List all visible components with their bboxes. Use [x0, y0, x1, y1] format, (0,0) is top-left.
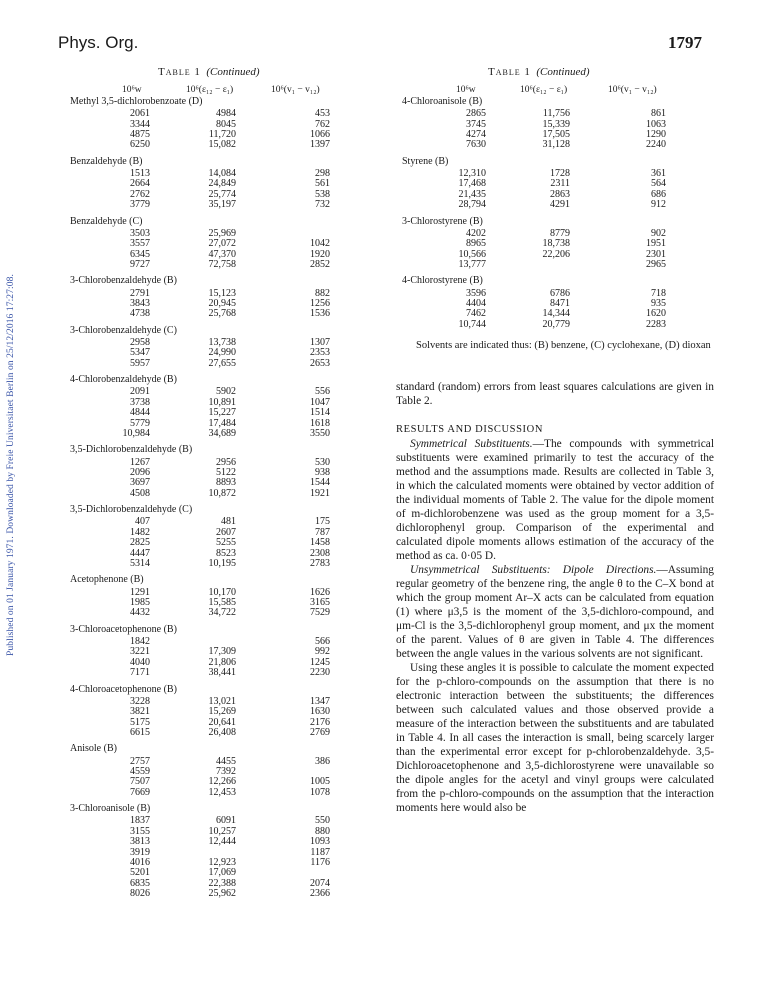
table-group-title: 4-Chlorostyrene (B) — [402, 275, 483, 287]
table-cell: 1921 — [310, 487, 330, 499]
table-cell: 15,082 — [208, 139, 236, 151]
table-group-title: 4-Chlorobenzaldehyde (B) — [70, 374, 177, 386]
table-cell: 4274 — [466, 129, 486, 140]
table-cell: 1245 — [310, 656, 330, 668]
paragraph-interaction: Using these angles it is possible to calculate the moment expected for the p-chloro-compounds on the assumption that there is no electronic interaction between the substituents; the differences between such calculated values and those observed provide a measure of the interaction between the substituents and are tabulated in Table 4. In all cases the interaction is small, being scarcely larger than the experimental error except for p-chlorobenzaldehyde. 3,5-Dichloroacetophenone and 3,5-dichlorostyrene were unavailable so the dipole angles for the acetyl and vinyl groups were calculated from the p-chloro-compounds on the assumption that the interaction moments here would also be — [396, 662, 714, 814]
table-cell: 10,744 — [458, 318, 486, 330]
table-cell: 1842 — [130, 636, 150, 647]
table-cell: 10,566 — [458, 248, 486, 260]
table-cell: 25,774 — [208, 188, 236, 200]
table-cell: 20,641 — [208, 716, 236, 728]
table-cell: 10,872 — [208, 487, 236, 499]
journal-header: Phys. Org. — [58, 33, 139, 52]
table-cell: 15,269 — [208, 706, 236, 718]
table-cell: 34,689 — [208, 428, 236, 439]
download-notice — [4, 120, 18, 810]
table-cell: 566 — [315, 636, 330, 647]
table-cell: 12,923 — [208, 857, 236, 868]
table-cell: 3745 — [466, 118, 486, 130]
table-cell: 10,195 — [208, 558, 236, 569]
table-cell: 25,768 — [208, 308, 236, 320]
table-cell: 2956 — [216, 456, 236, 468]
table-cell: 2825 — [130, 537, 150, 549]
table-cell: 2757 — [130, 755, 150, 767]
table-cell: 6786 — [550, 287, 570, 299]
table-cell: 1256 — [310, 298, 330, 309]
table-cell: 2301 — [646, 248, 666, 260]
table-cell: 538 — [315, 188, 330, 200]
table-cell: 386 — [315, 755, 330, 767]
table-cell: 1513 — [130, 168, 150, 179]
table-cell: 1397 — [310, 139, 330, 151]
table-cell: 11,756 — [542, 108, 570, 120]
table-cell: 1985 — [130, 597, 150, 608]
table-group-title: Anisole (B) — [70, 743, 117, 755]
table-cell: 4559 — [130, 766, 150, 777]
table-cell: 47,370 — [208, 248, 236, 260]
table-cell: 1618 — [310, 417, 330, 429]
table-cell: 2230 — [310, 667, 330, 679]
table-cell: 7392 — [216, 766, 236, 777]
table-cell: 15,339 — [542, 118, 570, 130]
table-cell: 2791 — [130, 287, 150, 299]
table-cell: 15,227 — [208, 407, 236, 419]
table-cell: 13,738 — [208, 337, 236, 348]
intro-text: standard (random) errors from least squares calculations are given in Table 2. — [396, 381, 714, 407]
table-cell: 3919 — [130, 846, 150, 858]
table-cell: 912 — [651, 199, 666, 211]
table-cell: 1837 — [130, 815, 150, 827]
table-cell: 72,758 — [208, 259, 236, 270]
table-cell: 1951 — [646, 238, 666, 250]
table-cell: 3813 — [130, 836, 150, 848]
table-group-title: 4-Chloroanisole (B) — [402, 96, 483, 107]
table-cell: 1078 — [310, 786, 330, 798]
right-header-v: 10⁶(v₁ − v₁₂) — [608, 85, 657, 95]
table-cell: 2865 — [466, 108, 486, 120]
table-cell: 8026 — [130, 888, 150, 900]
table-cell: 732 — [315, 199, 330, 211]
table-group-title: Methyl 3,5-dichlorobenzoate (D) — [70, 96, 203, 107]
table-cell: 22,206 — [542, 248, 570, 260]
table-cell: 3738 — [130, 396, 150, 408]
table-cell: 4040 — [130, 656, 150, 668]
table-cell: 2664 — [130, 178, 150, 190]
table-cell: 561 — [315, 178, 330, 190]
table-cell: 2308 — [310, 547, 330, 559]
table-cell: 880 — [315, 825, 330, 837]
table-cell: 15,123 — [208, 287, 236, 299]
table-cell: 27,072 — [208, 238, 236, 250]
table-cell: 8045 — [216, 118, 236, 130]
table-cell: 10,984 — [122, 428, 150, 439]
page-number: 1797 — [668, 33, 702, 52]
table-cell: 2096 — [130, 467, 150, 478]
table-cell: 1728 — [550, 168, 570, 179]
table-cell: 21,435 — [458, 188, 486, 200]
table-cell: 407 — [135, 516, 150, 528]
table-cell: 3697 — [130, 477, 150, 489]
table-cell: 1066 — [310, 129, 330, 140]
table-cell: 6091 — [216, 815, 236, 827]
table-cell: 2091 — [130, 386, 150, 398]
table-cell: 28,794 — [458, 199, 486, 211]
table-group-title: Styrene (B) — [402, 155, 449, 167]
table-cell: 361 — [651, 168, 666, 179]
table-cell: 11,720 — [208, 129, 236, 140]
table-cell: 3557 — [130, 238, 150, 250]
table-cell: 7507 — [130, 776, 150, 788]
table-cell: 9727 — [130, 259, 150, 270]
table-cell: 5255 — [216, 537, 236, 549]
table-cell: 718 — [651, 287, 666, 299]
left-header-v: 10⁶(v₁ − v₁₂) — [271, 85, 320, 95]
table-cell: 15,585 — [208, 597, 236, 608]
table-cell: 762 — [315, 118, 330, 130]
table-cell: 2283 — [646, 318, 666, 330]
table-cell: 1005 — [310, 776, 330, 788]
table-cell: 4291 — [550, 199, 570, 211]
table-cell: 787 — [315, 526, 330, 538]
table-cell: 1290 — [646, 129, 666, 140]
table-cell: 1063 — [646, 118, 666, 130]
right-header-w: 10⁶w — [456, 85, 476, 95]
table-cell: 481 — [221, 516, 236, 528]
table-cell: 1620 — [646, 308, 666, 320]
table-group-title: 3,5-Dichlorobenzaldehyde (B) — [70, 444, 193, 456]
table-group-title: Benzaldehyde (C) — [70, 215, 143, 227]
table-cell: 31,128 — [542, 139, 570, 151]
right-table-caption: Table 1 (Continued) — [488, 66, 590, 78]
table-cell: 5314 — [130, 558, 150, 569]
table-cell: 5122 — [216, 467, 236, 478]
right-header-eps: 10⁶(ε₁₂ − ε₁) — [520, 85, 568, 95]
table-cell: 2769 — [310, 727, 330, 738]
table-cell: 6250 — [130, 139, 150, 151]
table-cell: 24,990 — [208, 347, 236, 359]
table-cell: 2852 — [310, 259, 330, 270]
table-cell: 13,021 — [208, 695, 236, 707]
table-cell: 10,891 — [208, 396, 236, 408]
table-cell: 3503 — [130, 227, 150, 239]
table-cell: 12,444 — [208, 836, 236, 848]
table-cell: 17,069 — [208, 867, 236, 879]
table-cell: 902 — [651, 227, 666, 239]
table-cell: 861 — [651, 108, 666, 120]
table-cell: 6615 — [130, 727, 150, 738]
table-footnote: Solvents are indicated thus: (B) benzene, (C) cyclohexane, (D) dioxan — [416, 340, 711, 351]
table-cell: 4875 — [130, 129, 150, 140]
table-cell: 20,779 — [542, 318, 570, 330]
table-cell: 3221 — [130, 646, 150, 658]
table-cell: 4844 — [130, 407, 150, 419]
table-cell: 1544 — [310, 477, 330, 489]
discussion-text — [396, 437, 714, 815]
table-cell: 3821 — [130, 706, 150, 718]
intro-paragraph — [396, 380, 714, 408]
table-cell: 5175 — [130, 716, 150, 728]
table-cell: 7669 — [130, 786, 150, 798]
table-cell: 2311 — [550, 178, 570, 190]
table-cell: 25,962 — [208, 888, 236, 900]
table-cell: 4404 — [466, 298, 486, 309]
table-cell: 4984 — [216, 108, 236, 120]
table-cell: 992 — [315, 646, 330, 658]
table-cell: 7529 — [310, 607, 330, 619]
table-cell: 1176 — [310, 857, 330, 868]
table-cell: 556 — [315, 386, 330, 398]
table-cell: 38,441 — [208, 667, 236, 679]
table-cell: 1514 — [310, 407, 330, 419]
paragraph-unsymmetrical-body: —Assuming regular geometry of the benzene ring, the angle θ to the C–X bond at which the group moment Ar–X acts can be calculated from equation (1) where μ3,5 is the moment of the 3,5-dichloro-compound, and μm-Cl is the 3,5-dichlorophenyl group moment, and μx the moment of the parent. Values of θ are given in Table 4. The differences between the angle values in the various solvents are not significant. — [396, 564, 714, 660]
table-cell: 22,388 — [208, 877, 236, 889]
table-cell: 4016 — [130, 857, 150, 868]
table-group-title: 4-Chloroacetophenone (B) — [70, 683, 177, 695]
table-cell: 2366 — [310, 888, 330, 900]
table-cell: 7171 — [130, 667, 150, 679]
table-cell: 18,738 — [542, 238, 570, 250]
table-cell: 14,344 — [542, 308, 570, 320]
table-cell: 1482 — [130, 526, 150, 538]
table-cell: 1347 — [310, 695, 330, 707]
table-cell: 10,170 — [208, 586, 236, 598]
table-cell: 7630 — [466, 139, 486, 151]
download-notice-text: Published on 01 January 1971. Downloaded by Freie Universitaet Berlin on 25/12/2016 17:27:08. — [6, 274, 16, 656]
paragraph-symmetrical-body: —The compounds with symmetrical substituents were examined primarily to test the accuracy of the method and the assumptions made. Results are collected in Table 3, in which the calculated moments were obtained by vector addition of the individual moments of Table 2. The value for the dipole moment of m-dichlorobenzene was used as the group moment for a 3,5-dichlorophenyl group. Comparison of the experimental and calculated dipole moments allows estimation of the accuracy of the method as ca. 0·05 D. — [396, 438, 714, 562]
table-cell: 2074 — [310, 877, 330, 889]
table-cell: 938 — [315, 467, 330, 478]
table-cell: 34,722 — [208, 607, 236, 619]
table-cell: 8893 — [216, 477, 236, 489]
table-group-title: Acetophenone (B) — [70, 574, 144, 586]
paragraph-symmetrical-title: Symmetrical Substituents. — [410, 438, 533, 450]
table-cell: 453 — [315, 108, 330, 120]
table-cell: 175 — [315, 516, 330, 528]
left-table-caption: Table 1 (Continued) — [158, 66, 260, 78]
paragraph-unsymmetrical — [396, 563, 714, 661]
table-cell: 5201 — [130, 867, 150, 879]
table-cell: 3344 — [130, 118, 150, 130]
table-cell: 3779 — [130, 199, 150, 211]
table-cell: 8471 — [550, 298, 570, 309]
table-cell: 2061 — [130, 108, 150, 120]
table-cell: 1291 — [130, 586, 150, 598]
table-cell: 2783 — [310, 558, 330, 569]
table-cell: 2965 — [646, 259, 666, 270]
table-cell: 6345 — [130, 248, 150, 260]
paragraph-symmetrical — [396, 437, 714, 563]
table-cell: 2958 — [130, 337, 150, 348]
table-group-title: 3-Chlorobenzaldehyde (B) — [70, 275, 177, 287]
table-cell: 3165 — [310, 597, 330, 608]
table-cell: 25,969 — [208, 227, 236, 239]
table-cell: 4202 — [466, 227, 486, 239]
table-cell: 2863 — [550, 188, 570, 200]
table-group-title: 3-Chlorobenzaldehyde (C) — [70, 324, 177, 336]
table-cell: 2653 — [310, 357, 330, 369]
table-cell: 12,310 — [458, 168, 486, 179]
table-cell: 27,655 — [208, 357, 236, 369]
table-cell: 26,408 — [208, 727, 236, 738]
table-cell: 8779 — [550, 227, 570, 239]
table-cell: 935 — [651, 298, 666, 309]
table-cell: 1626 — [310, 586, 330, 598]
table-cell: 21,806 — [208, 656, 236, 668]
table-cell: 1042 — [310, 238, 330, 250]
table-cell: 17,505 — [542, 129, 570, 140]
table-cell: 2176 — [310, 716, 330, 728]
table-cell: 5902 — [216, 386, 236, 398]
table-group-title: 3-Chloroanisole (B) — [70, 803, 151, 815]
table-cell: 530 — [315, 456, 330, 468]
table-cell: 2607 — [216, 526, 236, 538]
table-cell: 5779 — [130, 417, 150, 429]
table-cell: 1267 — [130, 456, 150, 468]
table-group-title: 3-Chlorostyrene (B) — [402, 215, 483, 227]
table-cell: 17,309 — [208, 646, 236, 658]
table-group-title: 3-Chloroacetophenone (B) — [70, 623, 177, 635]
table-cell: 4455 — [216, 755, 236, 767]
table-cell: 5347 — [130, 347, 150, 359]
table-cell: 14,084 — [208, 168, 236, 179]
table-cell: 550 — [315, 815, 330, 827]
table-cell: 12,266 — [208, 776, 236, 788]
section-heading: RESULTS AND DISCUSSION — [396, 424, 544, 435]
table-cell: 13,777 — [458, 259, 486, 270]
table-cell: 1093 — [310, 836, 330, 848]
left-header-eps: 10⁶(ε₁₂ − ε₁) — [186, 85, 234, 95]
table-cell: 4432 — [130, 607, 150, 619]
table-cell: 7462 — [466, 308, 486, 320]
table-cell: 1187 — [310, 846, 330, 858]
table-cell: 882 — [315, 287, 330, 299]
table-cell: 564 — [651, 178, 666, 190]
table-cell: 12,453 — [208, 786, 236, 798]
table-cell: 20,945 — [208, 298, 236, 309]
table-cell: 1458 — [310, 537, 330, 549]
table-cell: 2762 — [130, 188, 150, 200]
table-cell: 4738 — [130, 308, 150, 320]
table-cell: 10,257 — [208, 825, 236, 837]
table-cell: 8965 — [466, 238, 486, 250]
table-cell: 17,484 — [208, 417, 236, 429]
table-cell: 6835 — [130, 877, 150, 889]
table-group-title: Benzaldehyde (B) — [70, 155, 143, 167]
table-cell: 17,468 — [458, 178, 486, 190]
table-cell: 4508 — [130, 487, 150, 499]
table-group-title: 3,5-Dichlorobenzaldehyde (C) — [70, 504, 193, 516]
table-cell: 2353 — [310, 347, 330, 359]
table-cell: 298 — [315, 168, 330, 179]
table-cell: 8523 — [216, 547, 236, 559]
table-cell: 24,849 — [208, 178, 236, 190]
table-cell: 3596 — [466, 287, 486, 299]
table-cell: 3228 — [130, 695, 150, 707]
table-cell: 3843 — [130, 298, 150, 309]
table-cell: 686 — [651, 188, 666, 200]
table-cell: 35,197 — [208, 199, 236, 211]
table-cell: 1630 — [310, 706, 330, 718]
table-cell: 2240 — [646, 139, 666, 151]
table-cell: 1536 — [310, 308, 330, 320]
left-header-w: 10⁶w — [122, 85, 142, 95]
paragraph-unsymmetrical-title: Unsymmetrical Substituents: Dipole Directions. — [410, 564, 657, 576]
table-cell: 3550 — [310, 428, 330, 439]
table-cell: 4447 — [130, 547, 150, 559]
table-cell: 1920 — [310, 248, 330, 260]
table-cell: 1307 — [310, 337, 330, 348]
table-cell: 1047 — [310, 396, 330, 408]
table-cell: 3155 — [130, 825, 150, 837]
table-cell: 5957 — [130, 357, 150, 369]
